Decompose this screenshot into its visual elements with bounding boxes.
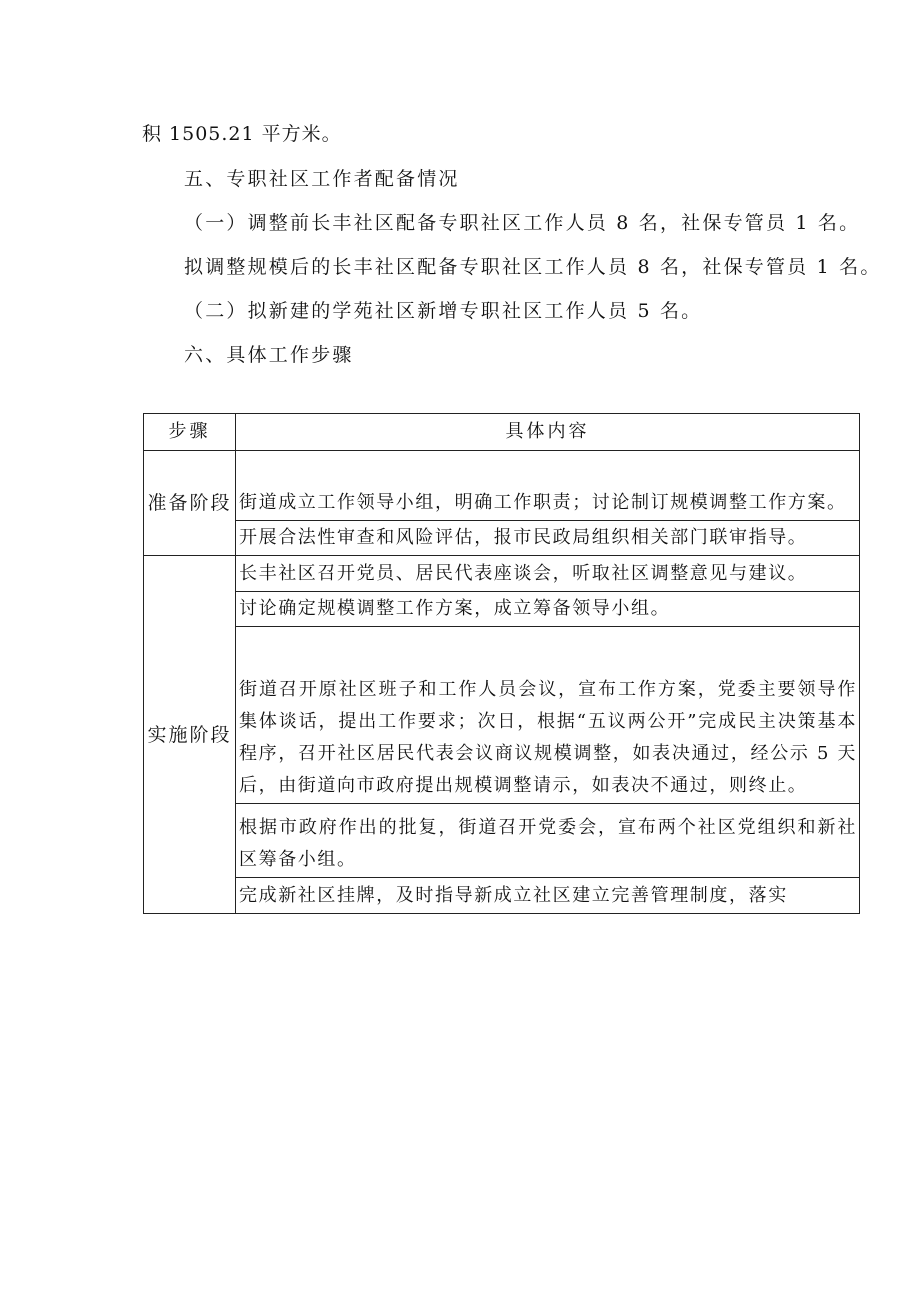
table-cell: 开展合法性审查和风险评估，报市民政局组织相关部门联审指导。 — [236, 521, 860, 556]
stage-preparation: 准备阶段 — [144, 451, 236, 556]
table-row — [144, 521, 860, 556]
paragraph-new-community-staff: （二）拟新建的学苑社区新增专职社区工作人员 5 名。 — [184, 300, 703, 322]
table-row — [144, 556, 860, 592]
paragraph-area-continuation: 积 1505.21 平方米。 — [142, 123, 342, 145]
table-row — [144, 451, 860, 521]
table-row — [144, 804, 860, 878]
table-row — [144, 878, 860, 914]
section-heading-staffing: 五、专职社区工作者配备情况 — [184, 168, 460, 190]
table-cell: 街道召开原社区班子和工作人员会议，宣布工作方案，党委主要领导作集体谈话，提出工作要求；次日，根据“五议两公开”完成民主决策基本程序，召开社区居民代表会议商议规模调整，如表决通过，经公示 5 天后，由街道向市政府提出规模调整请示，如表决不通过，则终止。 — [236, 627, 860, 804]
work-steps-table — [143, 413, 860, 914]
paragraph-staffing-after: 拟调整规模后的长丰社区配备专职社区工作人员 8 名，社保专管员 1 名。 — [184, 256, 882, 278]
table-header-row — [144, 414, 860, 451]
section-heading-work-steps: 六、具体工作步骤 — [184, 344, 354, 366]
table-cell: 长丰社区召开党员、居民代表座谈会，听取社区调整意见与建议。 — [236, 556, 860, 592]
table-row — [144, 627, 860, 804]
table-cell: 讨论确定规模调整工作方案，成立筹备领导小组。 — [236, 592, 860, 627]
stage-implementation: 实施阶段 — [144, 556, 236, 914]
header-content: 具体内容 — [236, 414, 860, 451]
table-cell: 完成新社区挂牌，及时指导新成立社区建立完善管理制度，落实 — [236, 878, 860, 914]
table-cell: 街道成立工作领导小组，明确工作职责；讨论制订规模调整工作方案。 — [236, 451, 860, 521]
table-cell: 根据市政府作出的批复，街道召开党委会，宣布两个社区党组织和新社区筹备小组。 — [236, 804, 860, 878]
paragraph-staffing-before: （一）调整前长丰社区配备专职社区工作人员 8 名，社保专管员 1 名。 — [184, 212, 861, 234]
header-step: 步骤 — [144, 414, 236, 451]
table-row — [144, 592, 860, 627]
